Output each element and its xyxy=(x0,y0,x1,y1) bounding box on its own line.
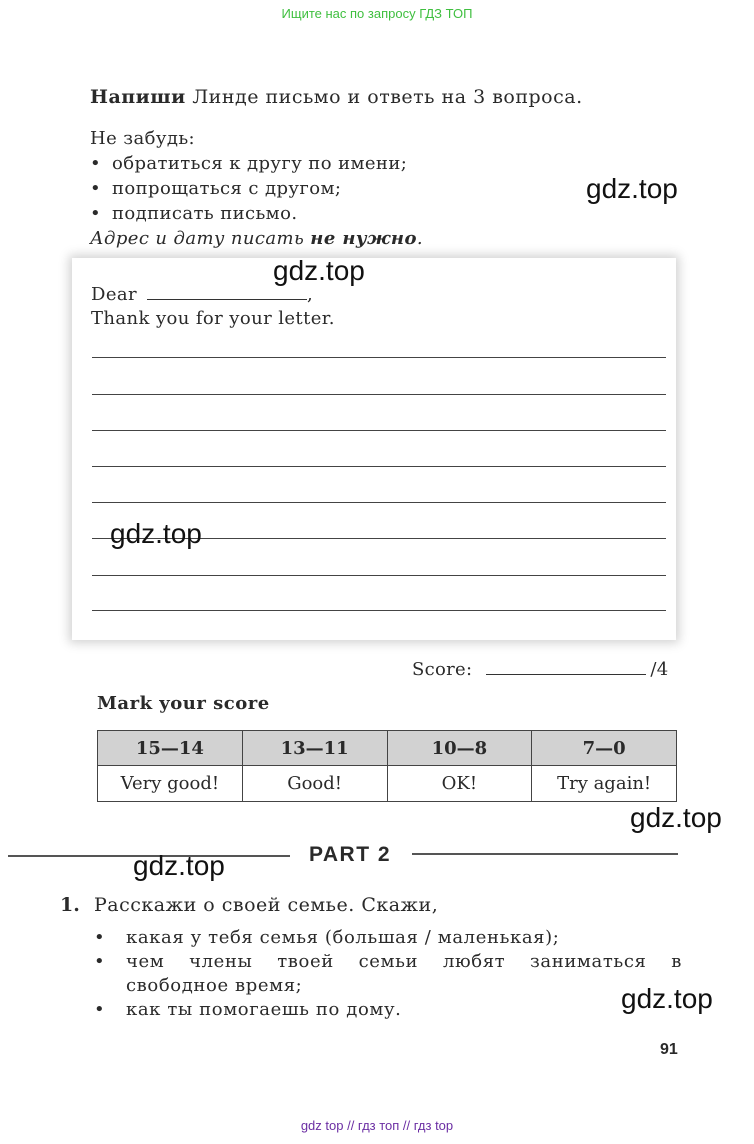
watermark: gdz.top xyxy=(133,850,225,881)
watermark: gdz.top xyxy=(273,255,365,286)
bullet-icon: • xyxy=(94,951,106,972)
bullet-icon: • xyxy=(94,999,106,1020)
score-label-cell: Try again! xyxy=(532,766,677,802)
score-range-cell: 13—11 xyxy=(242,731,387,766)
reminder-item xyxy=(90,176,423,201)
note-text: Адрес и дату писать xyxy=(90,228,311,249)
score-range-cell: 7—0 xyxy=(532,731,677,766)
task-text: Расскажи о своей семье. Скажи, xyxy=(94,894,439,916)
writing-line[interactable] xyxy=(92,357,666,358)
dear-label: Dear xyxy=(91,284,138,305)
bullet-spacer xyxy=(94,974,126,998)
reminder-title: Не забудь: xyxy=(90,128,195,149)
bullet-icon: • xyxy=(90,178,102,199)
writing-line[interactable] xyxy=(92,575,666,576)
note-emphasis: не нужно xyxy=(310,228,417,249)
instruction-verb: Напиши xyxy=(90,86,186,108)
writing-line[interactable] xyxy=(92,610,666,611)
note-end: . xyxy=(416,228,423,249)
page-number: 91 xyxy=(660,1041,678,1058)
score-label-cell: OK! xyxy=(387,766,532,802)
watermark: gdz.top xyxy=(110,518,202,549)
instruction-text: Линде письмо и ответь на 3 вопроса. xyxy=(185,86,583,108)
bullet-icon: • xyxy=(94,927,106,948)
score-range-cell: 15—14 xyxy=(98,731,243,766)
bullet-icon: • xyxy=(90,203,102,224)
task-item-text: чем члены твоей семьи любят заниматься в xyxy=(126,951,682,972)
task-item-text: свободное время; xyxy=(126,975,303,996)
writing-line[interactable] xyxy=(92,394,666,395)
name-blank[interactable] xyxy=(147,285,307,300)
writing-line[interactable] xyxy=(92,466,666,467)
greeting-comma: , xyxy=(307,284,314,305)
reminder-item-text: подписать письмо. xyxy=(112,203,298,224)
score-label: Score: xyxy=(412,659,473,680)
task-item-continuation xyxy=(94,974,682,998)
reminder-item xyxy=(90,201,423,226)
instruction xyxy=(90,86,583,108)
score-range-row xyxy=(98,731,677,766)
task-items xyxy=(94,926,682,1022)
footer-links[interactable]: gdz top // гдз топ // гдз top xyxy=(300,1118,454,1133)
score-table xyxy=(97,730,677,802)
reminder-item-text: обратиться к другу по имени; xyxy=(112,153,408,174)
score-range-cell: 10—8 xyxy=(387,731,532,766)
score-line xyxy=(412,659,669,680)
part-divider-right xyxy=(412,853,678,855)
letter-thanks: Thank you for your letter. xyxy=(91,308,335,329)
score-label-row xyxy=(98,766,677,802)
top-banner-link[interactable]: Ищите нас по запросу ГДЗ ТОП xyxy=(281,6,473,21)
score-max: /4 xyxy=(650,659,669,680)
watermark: gdz.top xyxy=(586,173,678,204)
task-item xyxy=(94,998,682,1022)
task-item-text: какая у тебя семья (большая / маленькая); xyxy=(126,927,560,948)
task-item-text: как ты помогаешь по дому. xyxy=(126,999,402,1020)
letter-greeting xyxy=(91,284,313,305)
part-title: PART 2 xyxy=(308,843,392,866)
score-label-cell: Good! xyxy=(242,766,387,802)
reminder-note xyxy=(90,226,423,251)
writing-line[interactable] xyxy=(92,430,666,431)
score-blank[interactable] xyxy=(486,662,646,675)
reminder-item xyxy=(90,151,423,176)
score-label-cell: Very good! xyxy=(98,766,243,802)
watermark: gdz.top xyxy=(630,802,722,833)
mark-title: Mark your score xyxy=(97,693,270,714)
bullet-icon: • xyxy=(90,153,102,174)
watermark: gdz.top xyxy=(621,983,713,1014)
task-number: 1. xyxy=(60,894,80,916)
task-item xyxy=(94,950,682,974)
reminder-item-text: попрощаться с другом; xyxy=(112,178,342,199)
reminder-block xyxy=(90,126,423,251)
writing-line[interactable] xyxy=(92,502,666,503)
task-item xyxy=(94,926,682,950)
